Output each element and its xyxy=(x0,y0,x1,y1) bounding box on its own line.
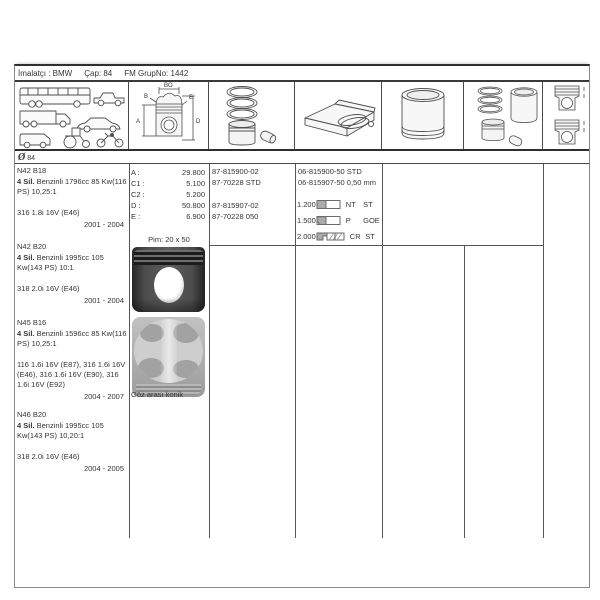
engine-cylinders: 4 Sil. xyxy=(17,329,35,338)
engine-spec-text: Benzinli 1596cc 85 Kw(116 PS) 10,25:1 xyxy=(17,329,127,348)
engine-set-icon xyxy=(464,82,543,149)
vehicle-types-cell xyxy=(15,82,129,149)
engine-years: 2001 - 2004 xyxy=(83,220,124,229)
dim-label-d: D xyxy=(196,119,201,125)
dim-label: E : xyxy=(131,212,141,221)
dim-label-b: B xyxy=(144,94,149,100)
ring-maker-code: GOE xyxy=(363,215,380,225)
dim-label: A : xyxy=(131,168,140,177)
piston-crown xyxy=(134,319,203,383)
engine-spec-text: Benzinli 1995cc 105 Kw(143 PS) 10:1 xyxy=(17,253,104,272)
cylinder-liner-cell xyxy=(382,82,464,149)
icon-row xyxy=(15,82,589,151)
dim-label: C1 : xyxy=(131,179,145,188)
dim-label-bo: BO xyxy=(164,83,173,89)
ring-profile-code: CR xyxy=(349,231,361,241)
ring-spec-row xyxy=(295,212,382,228)
engine-years: 2001 - 2004 xyxy=(83,296,124,305)
piston-part-numbers-column xyxy=(209,164,295,538)
engine-models: 318 2.0i 16V (E46) xyxy=(17,284,80,293)
rect-ring-profile-icon xyxy=(316,198,342,211)
taper-ring-profile-icon xyxy=(316,214,342,227)
part-number: 87-70228 050 xyxy=(212,212,259,221)
dimension-row xyxy=(129,178,209,189)
dim-label: D : xyxy=(131,201,141,210)
engine-entry xyxy=(15,410,127,474)
engine-entry xyxy=(15,318,127,402)
ring-part-number: 06-815907-50 0,50 mm xyxy=(298,178,376,187)
grid-line xyxy=(464,245,465,538)
part-number: 87-70228 STD xyxy=(212,178,261,187)
vehicles-icon xyxy=(15,82,129,149)
engine-cylinders: 4 Sil. xyxy=(17,177,35,186)
dim-label-a: A xyxy=(136,119,141,125)
piston-dimension-diagram-cell xyxy=(129,82,209,149)
engine-years: 2004 - 2005 xyxy=(83,464,124,473)
piston-sections-cell xyxy=(543,82,589,149)
piston-side-photo xyxy=(132,247,205,312)
engine-cylinders: 4 Sil. xyxy=(17,421,35,430)
engine-spec-text: Benzinli 1995cc 105 Kw(143 PS) 10,20:1 xyxy=(17,421,104,440)
piston-sections-icon xyxy=(543,82,589,149)
cylinder-liner-icon xyxy=(382,82,464,149)
engine-code: N46 B20 xyxy=(17,410,47,419)
ring-box-cell xyxy=(295,82,382,149)
grid-line xyxy=(543,164,544,538)
dim-value: 29.800 xyxy=(182,168,205,177)
catalog-frame xyxy=(14,64,590,588)
dimension-row xyxy=(129,167,209,178)
ring-profile-code: P xyxy=(345,215,351,225)
ring-height: 1.200 xyxy=(297,199,316,209)
diameter-symbol: Ø xyxy=(18,151,26,163)
fm-group-label: FM GrupNo: 1442 xyxy=(124,68,189,78)
header-bar xyxy=(15,66,589,82)
dimensions-column xyxy=(129,164,209,538)
dim-value: 5.100 xyxy=(186,179,205,188)
ring-profile-code: NT xyxy=(345,199,356,209)
ring-spec-row xyxy=(295,196,382,212)
dimension-row xyxy=(129,189,209,200)
full-set-cell xyxy=(464,82,543,149)
manufacturer-label: İmalatçı : BMW xyxy=(18,68,73,78)
bore-size-bar xyxy=(15,151,589,164)
ring-set-column xyxy=(295,164,382,538)
engine-code: N42 B20 xyxy=(17,242,47,251)
application-table xyxy=(15,164,589,538)
piston-top-photo xyxy=(132,317,205,397)
engine-spec xyxy=(17,253,127,273)
dim-value: 50.800 xyxy=(182,201,205,210)
engine-entry xyxy=(15,166,127,230)
ring-height: 2.000 xyxy=(297,231,316,241)
dim-label-e: E xyxy=(189,95,194,101)
piston-ring-grooves xyxy=(134,250,203,265)
dim-value: 5.200 xyxy=(186,190,205,199)
engine-code: N45 B16 xyxy=(17,318,47,327)
ring-height: 1.500 xyxy=(297,215,316,225)
engine-entry xyxy=(15,242,127,306)
ring-maker-code: ST xyxy=(363,199,373,209)
crown-highlight xyxy=(161,319,177,383)
ring-set-piston-icon xyxy=(209,82,295,149)
engine-models: 316 1.8i 16V (E46) xyxy=(17,208,80,217)
oil-ring-profile-icon xyxy=(316,230,346,243)
pin-size-note: Pim: 20 x 50 xyxy=(148,235,190,244)
taper-note: Göz arası konik xyxy=(131,390,184,399)
ring-spec-row xyxy=(295,228,382,244)
part-number: 87-815900-02 xyxy=(212,167,259,176)
ring-box-icon xyxy=(295,82,382,149)
dimension-row xyxy=(129,200,209,211)
part-number: 87-815907-02 xyxy=(212,201,259,210)
engine-spec-text: Benzinli 1796cc 85 Kw(116 PS) 10,25:1 xyxy=(17,177,127,196)
grid-line xyxy=(382,164,383,538)
bore-label: Çap: 84 xyxy=(84,68,113,78)
rings-and-piston-cell xyxy=(209,82,295,149)
dim-value: 6.900 xyxy=(186,212,205,221)
dim-label: C2 : xyxy=(131,190,145,199)
engine-cylinders: 4 Sil. xyxy=(17,253,35,262)
engines-column xyxy=(15,164,129,538)
ring-part-number: 06-815900-50 STD xyxy=(298,167,362,176)
piston-dimensions-diagram-icon xyxy=(129,82,209,149)
engine-spec xyxy=(17,329,127,349)
engine-models: 318 2.0i 16V (E46) xyxy=(17,452,80,461)
ring-maker-code: ST xyxy=(365,231,375,241)
engine-code: N42 B18 xyxy=(17,166,47,175)
piston-shade xyxy=(132,298,205,312)
ring-spec-rows xyxy=(295,196,382,244)
engine-years: 2004 - 2007 xyxy=(83,392,124,401)
engine-spec xyxy=(17,177,127,197)
dimension-row xyxy=(129,211,209,222)
diameter-value: 84 xyxy=(27,154,36,162)
engine-models: 116 1.6i 16V (E87), 316 1.6i 16V (E46), 316 1.6i 16V (E90), 316 1.6i 16V (E92) xyxy=(17,360,126,389)
dimension-list xyxy=(129,167,209,222)
engine-spec xyxy=(17,421,127,441)
